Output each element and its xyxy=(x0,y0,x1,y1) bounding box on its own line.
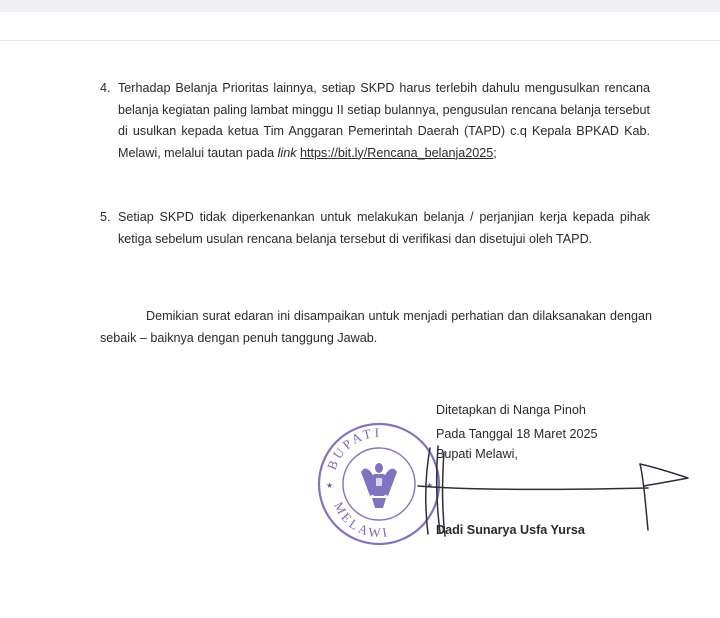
closing-paragraph: Demikian surat edaran ini disampaikan untuk menjadi perhatian dan dilaksanakan dengan sebaik – baiknya dengan penuh tanggung Jawab. xyxy=(100,309,652,345)
svg-text:★: ★ xyxy=(426,481,434,490)
stamp-bottom-text: MELAWI xyxy=(331,499,391,541)
item-4-body: Terhadap Belanja Prioritas lainnya, setiap SKPD harus terlebih dahulu mengusulkan rencana belanja kegiatan paling lambat minggu II setiap bulannya, pengusulan rencana belanja tersebut di usulkan kepada ketua Tim Anggaran Pemerintah Daerah (TAPD) c.q Kepala BPKAD Kab. Melawi, melalui tautan pada xyxy=(118,81,650,160)
page-edge-divider xyxy=(0,40,720,41)
list-item-text: Setiap SKPD tidak diperkenankan untuk melakukan belanja / perjanjian kerja kepada pihak ketiga sebelum usulan rencana belanja tersebut di verifikasi dan disetujui oleh TAPD. xyxy=(118,210,650,246)
stamp-top-text: BUPATI xyxy=(323,424,383,472)
signing-place: Ditetapkan di Nanga Pinoh xyxy=(436,403,586,417)
svg-text:★: ★ xyxy=(326,481,334,490)
signing-date: Pada Tanggal 18 Maret 2025 xyxy=(436,427,598,441)
list-item-5 xyxy=(100,207,652,277)
list-item-4 xyxy=(100,78,652,198)
handwritten-signature xyxy=(408,440,708,540)
form-link[interactable]: https://bit.ly/Rencana_belanja2025 xyxy=(300,145,494,160)
list-number: 4. xyxy=(100,81,111,95)
link-terminator: ; xyxy=(493,145,497,160)
signatory-name: Dadi Sunarya Usfa Yursa xyxy=(436,523,585,537)
viewer-top-bar xyxy=(0,0,720,12)
list-number: 5. xyxy=(100,210,111,224)
list-item-text xyxy=(118,78,650,164)
signing-title: Bupati Melawi, xyxy=(436,447,518,461)
link-label: link xyxy=(277,145,297,160)
